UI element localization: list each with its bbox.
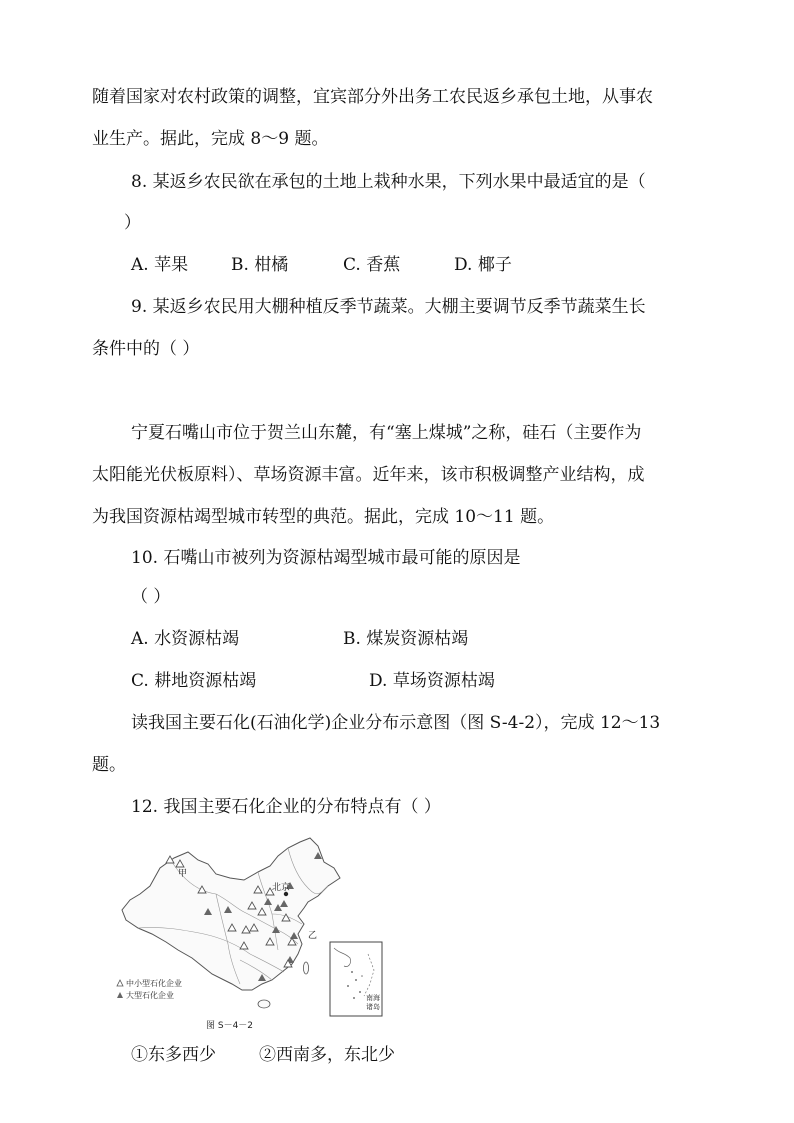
figure-caption: 图 S－4－2 — [206, 1021, 254, 1031]
q12-option-1: ①东多西少 — [131, 1045, 216, 1065]
q12-stem: 12. 我国主要石化企业的分布特点有（ ） — [131, 797, 441, 817]
q9-stem-line1: 9. 某返乡农民用大棚种植反季节蔬菜。大棚主要调节反季节蔬菜生长 — [131, 297, 646, 317]
q10-stem-line1: 10. 石嘴山市被列为资源枯竭型城市最可能的原因是 — [131, 548, 521, 568]
intro1-line2: 业生产。据此，完成 8～9 题。 — [92, 129, 329, 149]
q10-option-b: B. 煤炭资源枯竭 — [343, 629, 469, 649]
legend-large-icon — [117, 992, 123, 998]
intro3-line1: 读我国主要石化(石油化学)企业分布示意图（图 S-4-2），完成 12～13 — [131, 713, 661, 733]
q12-option-2: ②西南多，东北少 — [259, 1045, 395, 1065]
label-yi: 乙 — [308, 931, 318, 941]
legend-small-icon — [117, 980, 123, 986]
petrochemical-map-figure — [112, 834, 388, 1032]
q8-option-c: C. 香蕉 — [343, 255, 401, 275]
intro3-line2: 题。 — [92, 755, 126, 775]
legend-small-label: 中小型石化企业 — [126, 979, 182, 988]
q8-option-d: D. 椰子 — [454, 255, 512, 275]
q8-option-a: A. 苹果 — [131, 255, 189, 275]
intro2-line2: 太阳能光伏板原料）、草场资源丰富。近年来，该市积极调整产业结构，成 — [92, 465, 645, 485]
label-jia: 甲 — [178, 869, 188, 879]
q10-stem-line2: （ ） — [131, 587, 171, 607]
intro2-line1: 宁夏石嘴山市位于贺兰山东麓，有“塞上煤城”之称，硅石（主要作为 — [131, 423, 642, 443]
label-beijing: 北京 — [272, 883, 291, 893]
inset-label-line2: 诸岛 — [366, 1003, 380, 1011]
inset-label-line1: 南海 — [366, 994, 380, 1002]
q8-option-b: B. 柑橘 — [231, 255, 289, 275]
q8-stem-line2: ） — [124, 213, 141, 233]
legend-large-label: 大型石化企业 — [126, 991, 174, 1000]
q10-option-c: C. 耕地资源枯竭 — [131, 671, 257, 691]
q10-option-a: A. 水资源枯竭 — [131, 629, 240, 649]
intro1-line1: 随着国家对农村政策的调整，宜宾部分外出务工农民返乡承包土地，从事农 — [92, 87, 653, 107]
intro2-line3: 为我国资源枯竭型城市转型的典范。据此，完成 10～11 题。 — [92, 507, 555, 527]
q9-stem-line2: 条件中的（ ） — [92, 339, 200, 359]
hainan-island — [258, 1000, 270, 1008]
q8-stem-line1: 8. 某返乡农民欲在承包的土地上栽种水果，下列水果中最适宜的是（ — [131, 172, 646, 192]
taiwan-island — [303, 962, 308, 974]
q10-option-d: D. 草场资源枯竭 — [369, 671, 495, 691]
